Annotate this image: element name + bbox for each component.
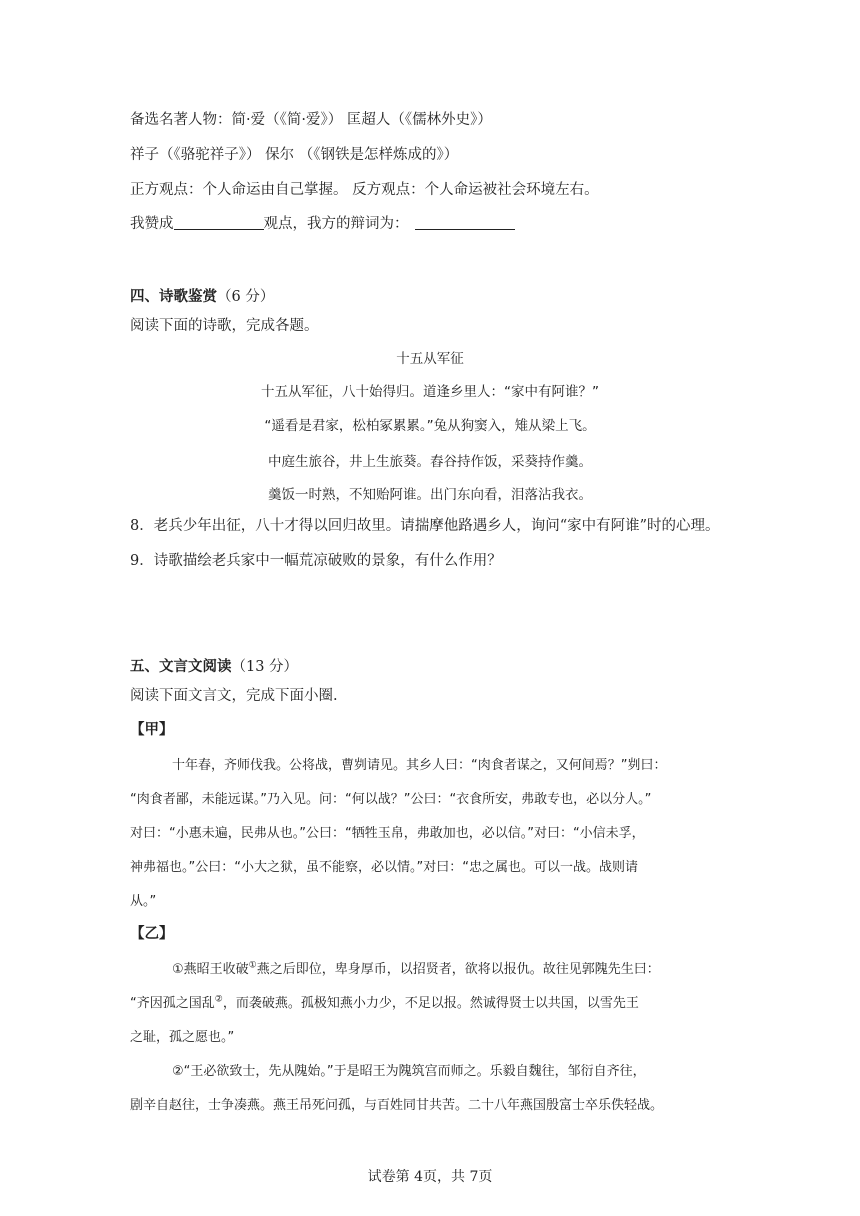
question-9: 9．诗歌描绘老兵家中一幅荒凉破败的景象，有什么作用？ — [130, 553, 502, 569]
passage-yi-line — [130, 958, 730, 977]
passage-jia-line: “肉食者鄙，未能远谋。”乃入见。问：“何以战？”公曰：“衣食所安，弗敢专也，必以分人。” — [130, 792, 652, 807]
candidate-characters-line1: 备选名著人物：简·爱（《简·爱》） 匡超人（《儒林外史》） — [130, 112, 492, 128]
section4-heading: 四、诗歌鉴赏 — [130, 288, 217, 305]
section5-heading: 五、文言文阅读 — [130, 658, 232, 675]
passage-jia-line: 神弗福也。”公曰：“小大之狱，虽不能察，必以情。”对曰：“忠之属也。可以一战。战则请 — [130, 860, 638, 875]
answer-prompt-part2: 观点，我方的辩词为： — [263, 216, 409, 232]
passage-yi-line: ②“王必欲致士，先从隗始。”于是昭王为隗筑宫而师之。乐毅自魏往，邹衍自齐往， — [172, 1064, 646, 1079]
poem-line: 羹饭一时熟，不知贻阿谁。出门东向看，泪落沾我衣。 — [268, 487, 592, 503]
passage-jia-line: 十年春，齐师伐我。公将战，曹刿请见。其乡人曰：“肉食者谋之，又何间焉？”刿曰： — [172, 758, 667, 773]
page-footer: 试卷第 4页，共 7页 — [367, 1169, 493, 1185]
poem-line: 十五从军征，八十始得归。道逢乡里人：“家中有阿谁？” — [261, 384, 599, 400]
passage-yi-text: “齐因孤之国乱 — [130, 996, 215, 1011]
section5-points: （13 分） — [231, 659, 299, 675]
argument-blank[interactable] — [415, 215, 515, 230]
footnote-marker[interactable]: ① — [248, 960, 257, 971]
viewpoints-line: 正方观点：个人命运由自己掌握。 反方观点：个人命运被社会环境左右。 — [130, 182, 599, 198]
passage-yi-line — [130, 992, 730, 1011]
passage-jia-line: 从。” — [130, 894, 157, 909]
answer-prompt-line — [130, 214, 515, 234]
passage-yi-text: 燕之后即位，卑身厚币，以招贤者，欲将以报仇。故往见郭隗先生曰： — [256, 962, 660, 977]
question-8: 8．老兵少年出征，八十才得以回归故里。请揣摩他路遇乡人，询问“家中有阿谁”时的心理。 — [130, 518, 720, 534]
answer-prompt-part1: 我赞成 — [130, 216, 174, 232]
passage-yi-line: 剧辛自赵往，士争凑燕。燕王吊死问孤，与百姓同甘共苦。二十八年燕国殷富士卒乐佚轻战。 — [130, 1098, 664, 1113]
section4-heading-line — [130, 287, 274, 307]
passage-yi-line: 之耻，孤之愿也。” — [130, 1030, 235, 1045]
passage-yi-text: ①燕昭王收破 — [172, 962, 249, 977]
viewpoint-blank[interactable] — [174, 215, 264, 230]
section5-heading-line — [130, 657, 298, 677]
section5-instruction: 阅读下面文言文，完成下面小圈. — [130, 688, 338, 704]
poem-line: 中庭生旅谷，井上生旅葵。舂谷持作饭，采葵持作羹。 — [268, 454, 592, 470]
passage-yi-label: 【乙】 — [130, 925, 174, 942]
passage-jia-label: 【甲】 — [130, 721, 174, 738]
section4-instruction: 阅读下面的诗歌，完成各题。 — [130, 318, 319, 334]
poem-line: “遥看是君家，松柏冢累累。”兔从狗窦入，雉从梁上飞。 — [264, 418, 596, 434]
passage-jia-line: 对曰：“小惠未遍，民弗从也。”公曰：“牺牲玉帛，弗敢加也，必以信。”对曰：“小信未孚， — [130, 826, 645, 841]
candidate-characters-line2: 祥子（《骆驼祥子》） 保尔 （《钢铁是怎样炼成的》） — [130, 147, 459, 163]
section4-points: （6 分） — [217, 289, 275, 305]
passage-yi-text: ，而袭破燕。孤极知燕小力少，不足以报。然诚得贤士以共国，以雪先王 — [222, 996, 639, 1011]
poem-title: 十五从军征 — [396, 351, 464, 367]
footnote-marker[interactable]: ② — [214, 994, 223, 1005]
